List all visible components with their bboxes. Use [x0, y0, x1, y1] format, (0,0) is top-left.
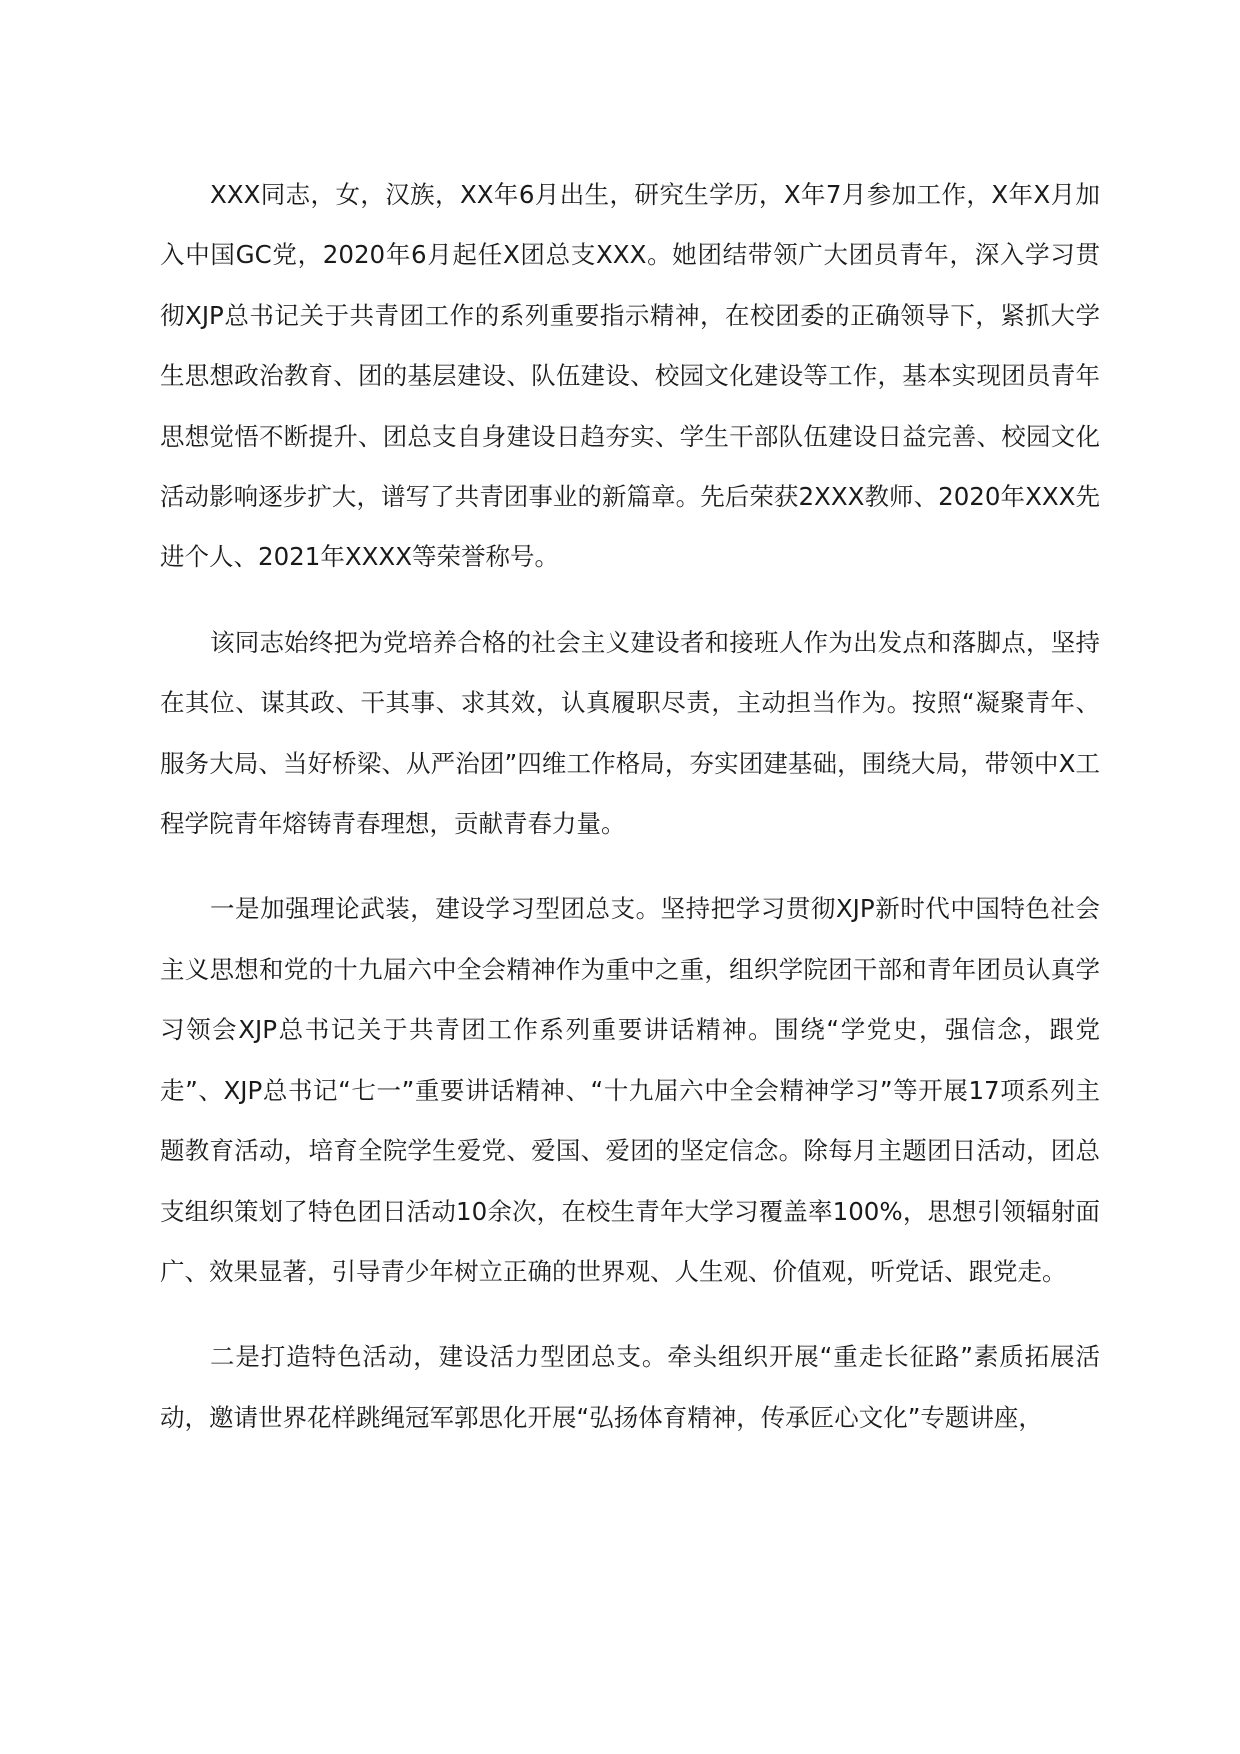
paragraph-overview: 该同志始终把为党培养合格的社会主义建设者和接班人作为出发点和落脚点，坚持在其位、谋其政、干其事、求其效，认真履职尽责，主动担当作为。按照“凝聚青年、服务大局、当好桥梁、从严治团”四维工作格局，夯实团建基础，围绕大局，带领中X工程学院青年熔铸青春理想，贡献青春力量。 [160, 627, 1100, 839]
paragraph-activities: 二是打造特色活动，建设活力型团总支。牵头组织开展“重走长征路”素质拓展活动，邀请世界花样跳绳冠军郭思化开展“弘扬体育精神，传承匠心文化”专题讲座， [160, 1342, 1100, 1432]
paragraph-profile: XXX同志，女，汉族，XX年6月出生，研究生学历，X年7月参加工作，X年X月加入中国GC党，2020年6月起任X团总支XXX。她团结带领广大团员青年，深入学习贯彻XJP总书记关于共青团工作的系列重要指示精神，在校团委的正确领导下，紧抓大学生思想政治教育、团的基层建设、队伍建设、校园文化建设等工作，基本实现团员青年思想觉悟不断提升、团总支自身建设日趋夯实、学生干部队伍建设日益完善、校园文化活动影响逐步扩大，谱写了共青团事业的新篇章。先后荣获2XXX教师、2020年XXX先进个人、2021年XXXX等荣誉称号。 [160, 180, 1100, 572]
document-body [160, 165, 1100, 1473]
paragraph-theory: 一是加强理论武装，建设学习型团总支。坚持把学习贯彻XJP新时代中国特色社会主义思想和党的十九届六中全会精神作为重中之重，组织学院团干部和青年团员认真学习领会XJP总书记关于共青团工作系列重要讲话精神。围绕“学党史，强信念，跟党走”、XJP总书记“七一”重要讲话精神、“十九届六中全会精神学习”等开展17项系列主题教育活动，培育全院学生爱党、爱国、爱团的坚定信念。除每月主题团日活动，团总支组织策划了特色团日活动10余次，在校生青年大学习覆盖率100%，思想引领辐射面广、效果显著，引导青少年树立正确的世界观、人生观、价值观，听党话、跟党走。 [160, 894, 1100, 1286]
